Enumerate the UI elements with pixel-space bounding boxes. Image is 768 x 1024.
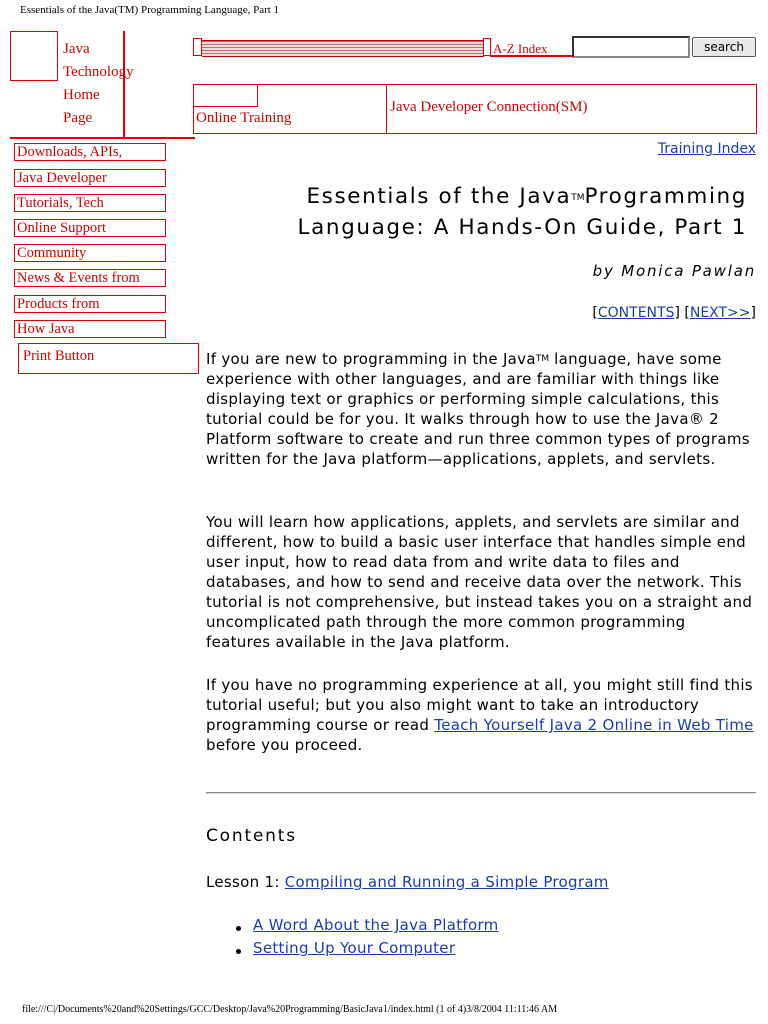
az-index-link[interactable]: A-Z Index [493,41,548,56]
learn-paragraph: You will learn how applications, applets, and servlets are similar and different, how to build a basic user interface that handles simple end user input, how to read data from and write data to files and databases, and how to send and receive data over the network. This tutorial is not comprehensive, but instead takes you on a straight and uncomplicated path through the more common programming features available in the Java platform. [206,513,753,651]
bullet-icon [236,949,241,954]
logo-link-line: Page [63,110,93,126]
page-footer-url: file:///C|/Documents%20and%20Settings/GCC/Desktop/Java%20Programming/BasicJava1/index.html (1 of 4)3/8/2004 11:11:46 AM [22,1004,558,1015]
sidebar-item-label: News & Events from [17,270,140,286]
sidebar-item-community[interactable] [14,244,166,262]
sidebar-item-label: Tutorials, Tech [17,195,104,211]
sidebar-item-java-developer[interactable] [14,169,166,187]
sidebar-item-label: Downloads, APIs, [17,144,123,160]
trademark-mark: TM [535,354,550,364]
banner-right-cap [483,38,491,56]
online-training-image[interactable] [193,84,258,107]
paragraph-text: If you are new to programming in the Java [206,350,536,368]
sidebar-item-label: Products from [17,296,100,312]
sidebar-item-label: Java Developer [17,170,107,186]
list-item [232,939,499,962]
logo-link-line: Home [63,87,100,103]
sidebar-item-downloads[interactable] [14,143,166,161]
logo-link-line: Java [63,41,90,57]
page-title [210,182,747,243]
lesson-topics-list [232,916,499,962]
next-link[interactable]: NEXT>> [689,305,751,321]
search-input[interactable] [572,36,690,58]
sidebar-item-label: Community [17,245,87,261]
teach-yourself-java-link[interactable]: Teach Yourself Java 2 Online in Web Time [434,716,754,734]
sidebar-item-online-support[interactable] [14,219,166,237]
horizontal-rule [206,792,756,794]
title-text: Essentials of the Java [306,184,572,209]
list-item [232,916,499,939]
print-button[interactable] [18,343,199,374]
paragraph-text: If you have no programming experience at all, you might still find this tutorial useful; but you also might want to take an introductory programming course or read [206,676,753,734]
bracket: ] [750,305,756,321]
bracket: [ [592,305,598,321]
paragraph-text: language, have some experience with other languages, and are familiar with things like displaying text or graphics or performing simple calculations, this tutorial could be for you. It walks through how to use the Java® 2 Platform software to create and run three common types of programs written for the Java platform—applications, applets, and servlets. [206,350,750,468]
print-button-label: Print Button [23,348,95,364]
author-byline: by Monica Pawlan [592,262,756,280]
intro-paragraph [206,349,754,469]
logo-link-line: Technology [63,64,134,80]
jdc-link[interactable]: Java Developer Connection(SM) [390,99,588,115]
page-nav [592,305,756,321]
sidebar-rule [10,137,195,139]
no-experience-paragraph [206,675,754,755]
lesson-label: Lesson 1: [206,873,285,891]
banner-stripes [202,40,484,57]
search-button[interactable]: search [692,37,756,57]
contents-link[interactable]: CONTENTS [597,305,675,321]
bracket: ] [ [674,305,690,321]
sidebar-item-label: How Java [17,321,75,337]
java-logo-image[interactable] [10,31,58,81]
paragraph-text: before you proceed. [206,736,363,754]
java-technology-home-link[interactable] [57,31,134,138]
online-training-link[interactable]: Online Training [196,110,292,126]
lesson-1 [206,873,609,891]
setup-computer-link[interactable]: Setting Up Your Computer [253,939,456,957]
trademark-mark: TM [571,193,585,203]
contents-heading: Contents [206,826,297,846]
bullet-icon [236,926,241,931]
title-line-2: Language: A Hands-On Guide, Part 1 [297,215,747,240]
java-platform-link[interactable]: A Word About the Java Platform [253,916,499,934]
training-row-divider [386,84,387,134]
az-index-underline [490,55,572,57]
lesson-1-link[interactable]: Compiling and Running a Simple Program [284,873,609,891]
sidebar-item-news-events[interactable] [14,269,166,287]
banner-left-cap [193,38,202,56]
page-header-title: Essentials of the Java(TM) Programming Language, Part 1 [20,4,280,16]
sidebar-item-label: Online Support [17,220,107,236]
sidebar-item-how-java[interactable] [14,320,166,338]
sidebar-item-tutorials[interactable] [14,194,166,212]
title-text: Programming [584,184,747,209]
training-index-link[interactable]: Training Index [657,141,756,157]
sidebar-item-products[interactable] [14,295,166,313]
